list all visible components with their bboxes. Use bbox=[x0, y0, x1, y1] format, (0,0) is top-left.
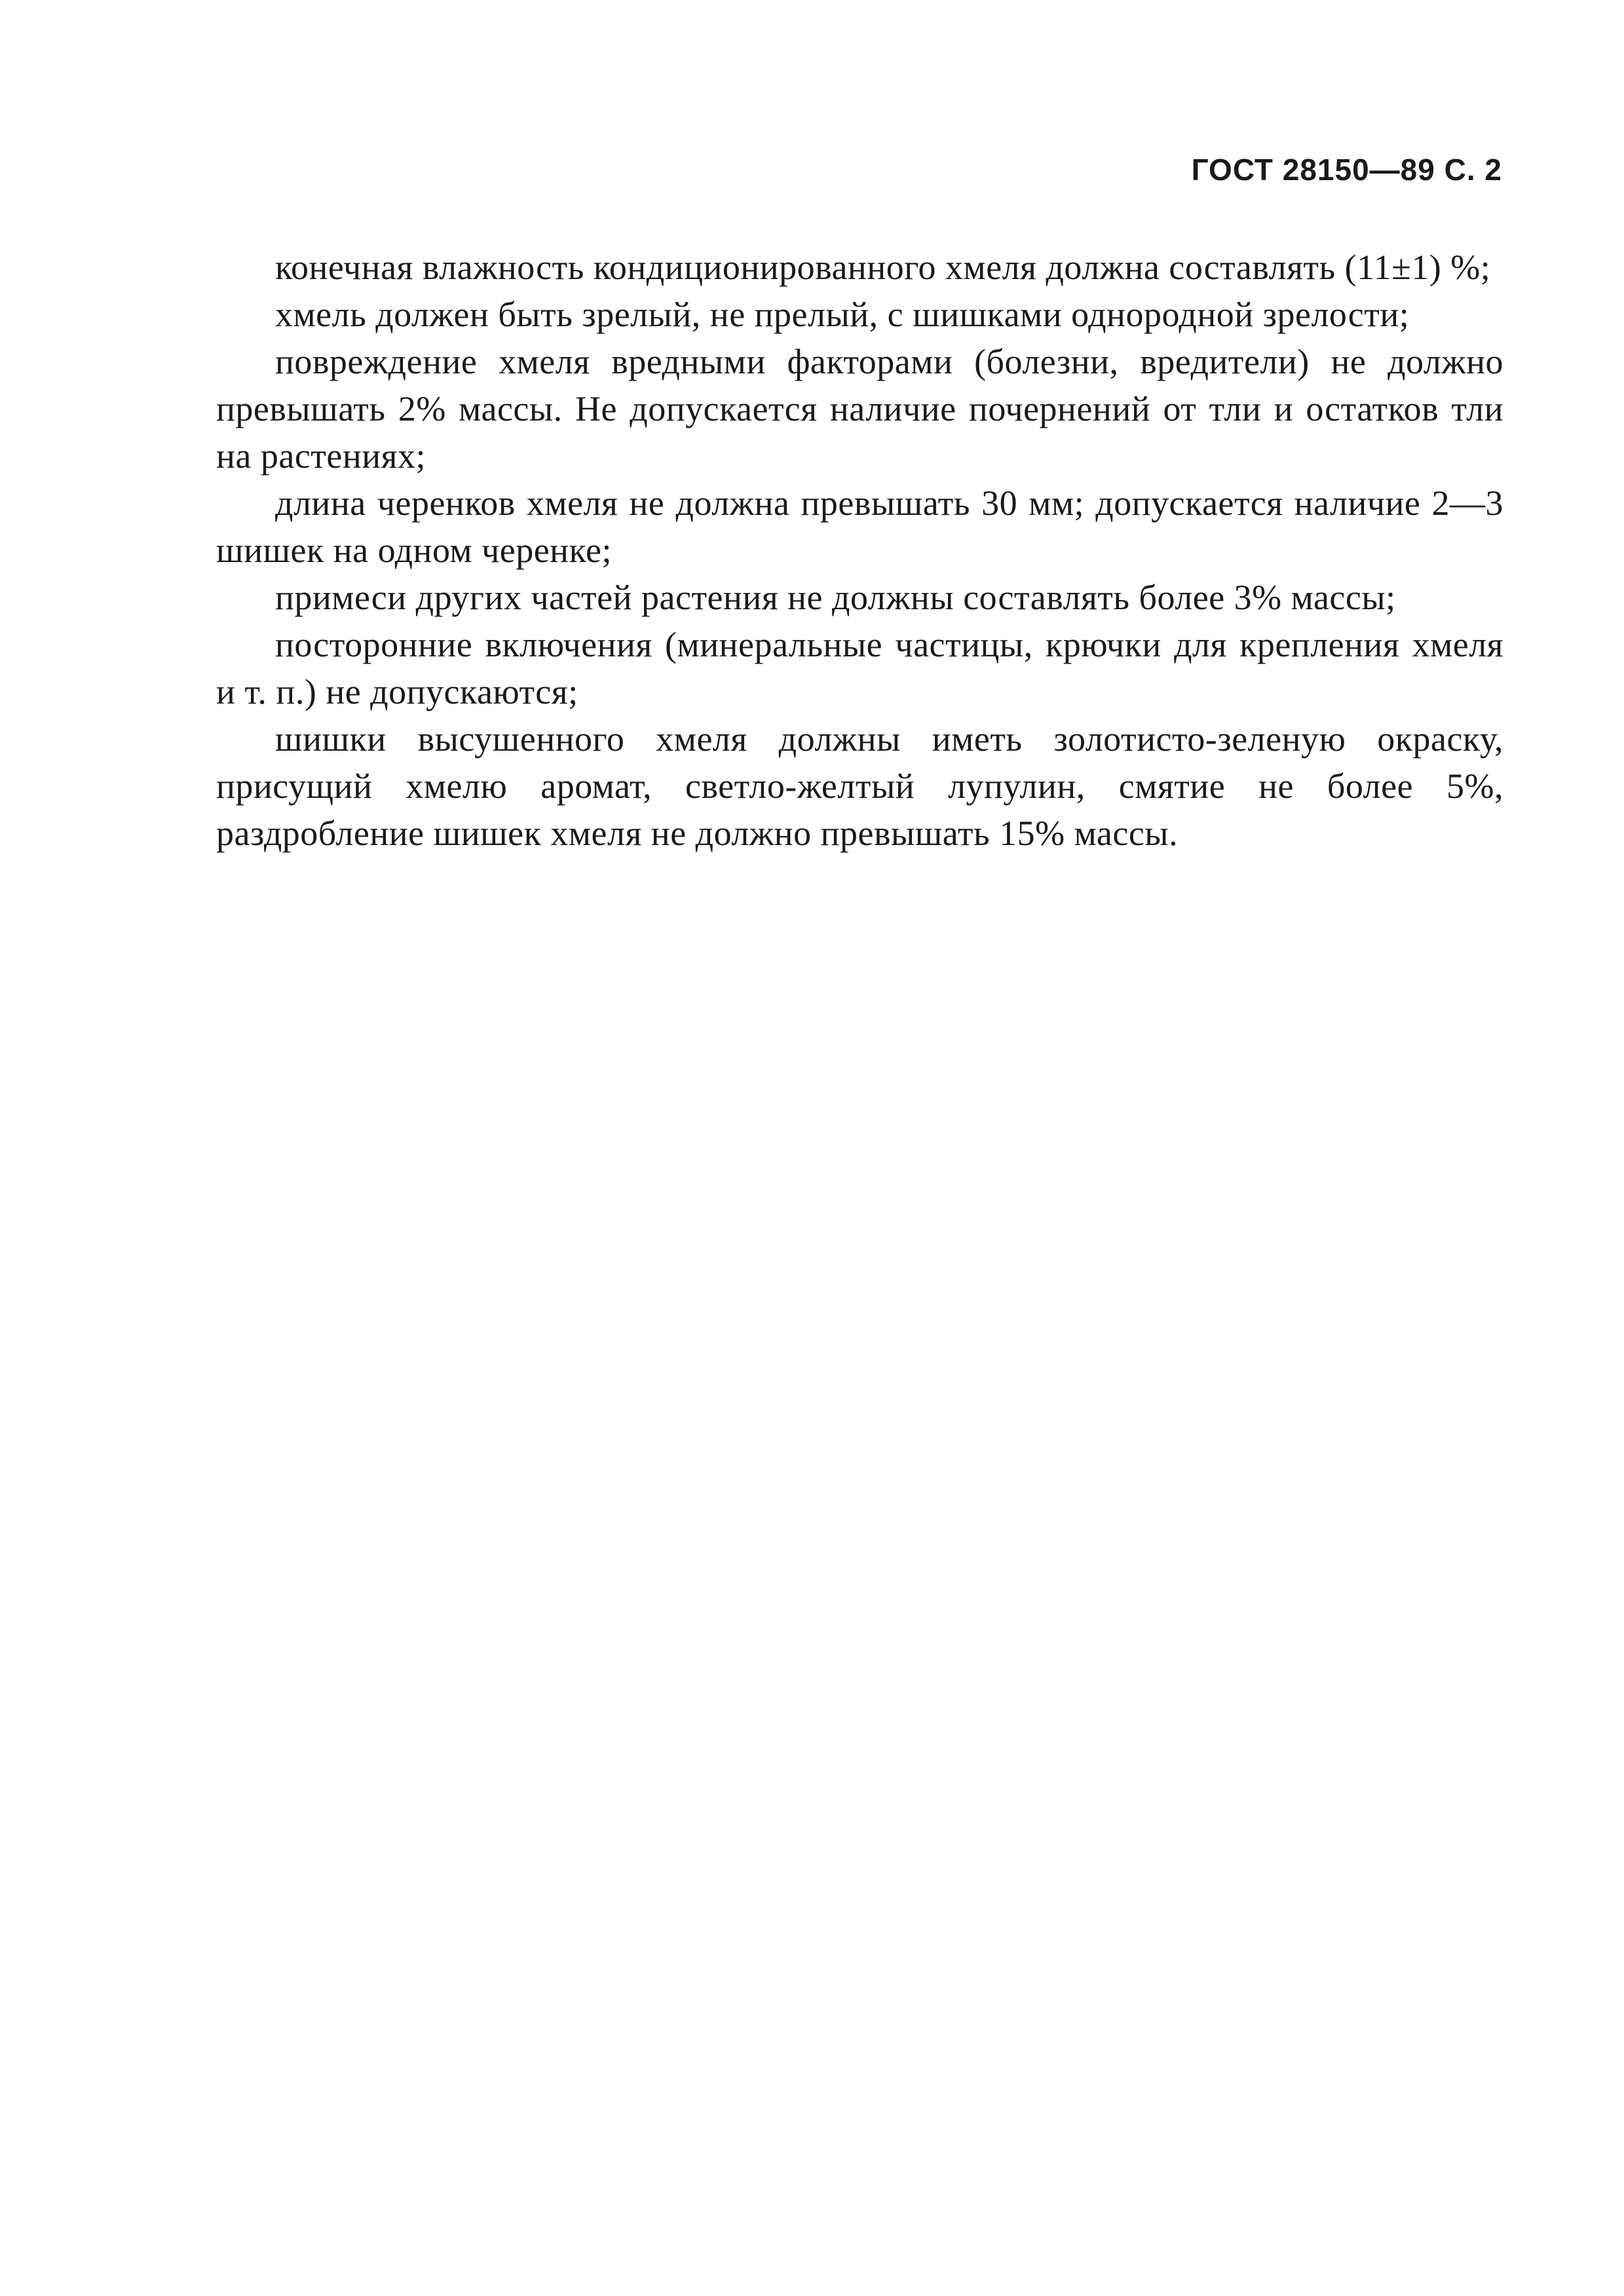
paragraph-maturity: хмель должен быть зрелый, не прелый, с шишками однородной зрелости; bbox=[275, 295, 1410, 334]
paragraph-foreign-matter: посторонние включения (минеральные частицы, крючки для крепления хмеля и т. п.) не допускаются; bbox=[216, 625, 1503, 711]
page-header: ГОСТ 28150—89 С. 2 bbox=[1191, 153, 1502, 187]
document-body bbox=[216, 244, 1503, 857]
paragraph-moisture: конечная влажность кондиционированного хмеля должна составлять (11±1) %; bbox=[275, 248, 1491, 287]
paragraph-cone-appearance: шишки высушенного хмеля должны иметь золотисто-зеленую окраску, присущий хмелю аромат, светло-желтый лупулин, смятие не более 5%, раздробление шишек хмеля не должно превышать 15% массы. bbox=[216, 719, 1503, 853]
paragraph-stem-length: длина черенков хмеля не должна превышать 30 мм; допускается наличие 2—3 шишек на одном черенке; bbox=[216, 483, 1503, 570]
paragraph-damage: повреждение хмеля вредными факторами (болезни, вредители) не должно превышать 2% массы. Не допускается наличие почернений от тли и остатков тли на растениях; bbox=[216, 342, 1503, 476]
paragraph-impurities: примеси других частей растения не должны составлять более 3% массы; bbox=[275, 578, 1396, 617]
